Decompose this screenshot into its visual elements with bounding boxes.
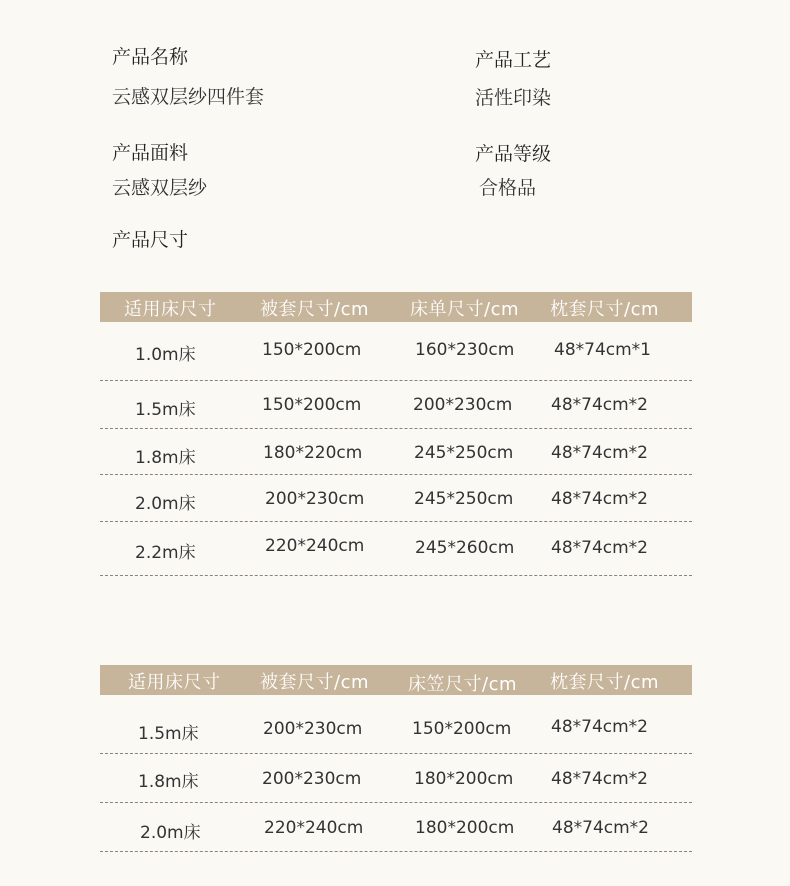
cell-sheet-size: 245*250cm bbox=[414, 489, 514, 509]
table-header bbox=[100, 665, 692, 695]
cell-bed-size: 1.0m床 bbox=[135, 345, 196, 365]
cell-pillowcase-size: 48*74cm*2 bbox=[551, 443, 648, 463]
cell-sheet-size: 160*230cm bbox=[415, 340, 515, 360]
cell-sheet-size: 245*260cm bbox=[415, 538, 515, 558]
cell-fitted-sheet-size: 180*200cm bbox=[414, 769, 514, 789]
size-table-sheet bbox=[100, 292, 692, 576]
cell-fitted-sheet-size: 150*200cm bbox=[412, 719, 512, 739]
header-bed-size: 适用床尺寸 bbox=[124, 299, 217, 320]
product-name-value: 云感双层纱四件套 bbox=[112, 86, 265, 108]
header-fitted-sheet-size: 床笠尺寸/cm bbox=[408, 674, 517, 695]
header-bed-size: 适用床尺寸 bbox=[128, 672, 221, 693]
cell-bed-size: 2.0m床 bbox=[135, 494, 196, 514]
cell-duvet-size: 200*230cm bbox=[263, 719, 363, 739]
header-duvet-size: 被套尺寸/cm bbox=[260, 299, 369, 320]
product-fabric-value: 云感双层纱 bbox=[112, 177, 208, 199]
cell-pillowcase-size: 48*74cm*2 bbox=[551, 717, 648, 737]
product-name-label: 产品名称 bbox=[112, 46, 189, 68]
cell-duvet-size: 220*240cm bbox=[265, 536, 365, 556]
product-grade-value: 合格品 bbox=[479, 177, 537, 199]
header-sheet-size: 床单尺寸/cm bbox=[410, 299, 519, 320]
product-fabric-label: 产品面料 bbox=[112, 142, 189, 164]
cell-sheet-size: 200*230cm bbox=[413, 395, 513, 415]
size-table-fitted bbox=[100, 665, 692, 852]
header-pillowcase-size: 枕套尺寸/cm bbox=[550, 299, 659, 320]
table-header bbox=[100, 292, 692, 322]
header-duvet-size: 被套尺寸/cm bbox=[260, 672, 369, 693]
cell-fitted-sheet-size: 180*200cm bbox=[415, 818, 515, 838]
table-row bbox=[100, 522, 692, 576]
cell-duvet-size: 200*230cm bbox=[262, 769, 362, 789]
cell-pillowcase-size: 48*74cm*2 bbox=[551, 489, 648, 509]
cell-bed-size: 1.5m床 bbox=[138, 724, 199, 744]
cell-bed-size: 1.5m床 bbox=[135, 400, 196, 420]
cell-bed-size: 2.2m床 bbox=[135, 543, 196, 563]
product-craft-label: 产品工艺 bbox=[475, 49, 552, 71]
table-row bbox=[100, 381, 692, 429]
table-row bbox=[100, 754, 692, 803]
cell-pillowcase-size: 48*74cm*2 bbox=[551, 769, 648, 789]
cell-bed-size: 2.0m床 bbox=[140, 823, 201, 843]
cell-pillowcase-size: 48*74cm*2 bbox=[551, 395, 648, 415]
cell-duvet-size: 200*230cm bbox=[265, 489, 365, 509]
cell-duvet-size: 150*200cm bbox=[262, 340, 362, 360]
table-row bbox=[100, 475, 692, 522]
product-craft-value: 活性印染 bbox=[475, 87, 552, 109]
cell-duvet-size: 150*200cm bbox=[262, 395, 362, 415]
table-row bbox=[100, 803, 692, 852]
table-row bbox=[100, 695, 692, 754]
cell-sheet-size: 245*250cm bbox=[414, 443, 514, 463]
header-pillowcase-size: 枕套尺寸/cm bbox=[550, 672, 659, 693]
cell-duvet-size: 220*240cm bbox=[264, 818, 364, 838]
table-row bbox=[100, 322, 692, 381]
cell-bed-size: 1.8m床 bbox=[138, 772, 199, 792]
cell-duvet-size: 180*220cm bbox=[263, 443, 363, 463]
product-size-label: 产品尺寸 bbox=[112, 229, 189, 251]
cell-pillowcase-size: 48*74cm*1 bbox=[554, 340, 651, 360]
product-grade-label: 产品等级 bbox=[475, 143, 552, 165]
table-row bbox=[100, 429, 692, 475]
cell-pillowcase-size: 48*74cm*2 bbox=[551, 538, 648, 558]
cell-bed-size: 1.8m床 bbox=[135, 448, 196, 468]
cell-pillowcase-size: 48*74cm*2 bbox=[552, 818, 649, 838]
